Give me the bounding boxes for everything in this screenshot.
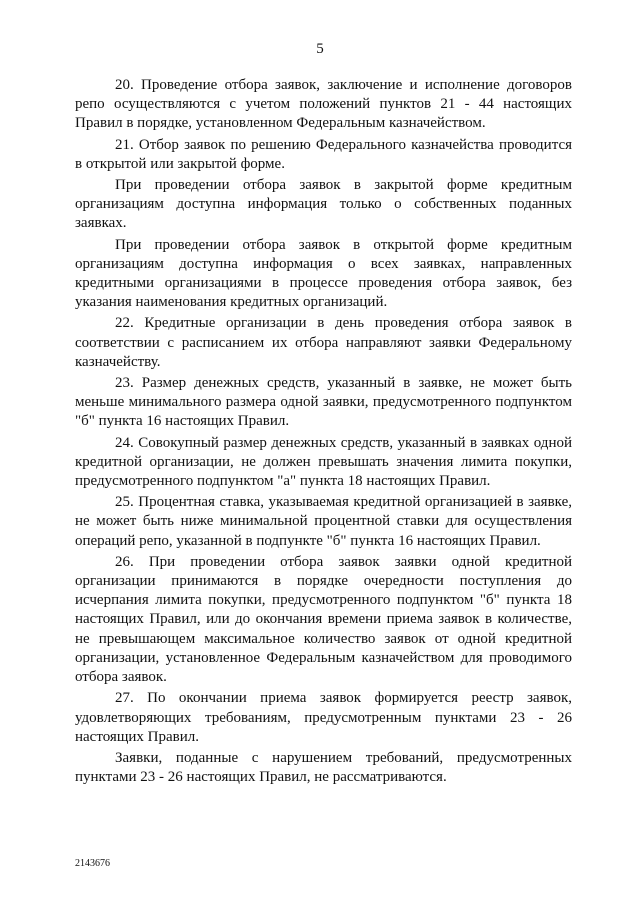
paragraph-27: 27. По окончании приема заявок формируется реестр заявок, удовлетворяющих требованиям, предусмотренным пунктами 23 - 26 настоящих Правил. [75,690,572,745]
paragraph-25: 25. Процентная ставка, указываемая кредитной организацией в заявке, не может быть ниже минимальной процентной ставки для осуществления операций репо, указанной в подпункте "б" пункта 16 настоящих Правил. [75,494,572,549]
paragraph-24: 24. Совокупный размер денежных средств, указанный в заявках одной кредитной организации, не должен превышать значения лимита покупки, предусмотренного подпунктом "а" пункта 18 настоящих Правил. [75,434,572,490]
paragraph-22: 22. Кредитные организации в день проведения отбора заявок в соответствии с расписанием их отбора направляют заявки Федеральному казначейству. [75,315,572,370]
paragraph-rejected-applications: Заявки, поданные с нарушением требований, предусмотренных пунктами 23 - 26 настоящих Правил, не рассматриваются. [75,749,572,786]
page-number: 5 [316,41,324,57]
paragraph-open-form: При проведении отбора заявок в открытой форме кредитным организациям доступна информация о всех заявках, направленных кредитными организациями в процессе проведения отбора заявок, без указания наименования кредитных организаций. [75,236,572,311]
paragraph-21: 21. Отбор заявок по решению Федерального казначейства проводится в открытой или закрытой форме. [75,136,572,172]
paragraph-20: 20. Проведение отбора заявок, заключение и исполнение договоров репо осуществляются с учетом положений пунктов 21 - 44 настоящих Правил в порядке, установленном Федеральным казначейством. [75,77,572,132]
document-body [75,76,572,789]
paragraph-26: 26. При проведении отбора заявок заявки одной кредитной организации принимаются в порядке очередности поступления до исчерпания лимита покупки, предусмотренного подпунктом "б" пункта 18 настоящих Правил, или до окончания времени приема заявок в количестве, не превышающем максимальное количество заявок от одной кредитной организации, установленное Федеральным казначейством для проводимого отбора заявок. [75,553,572,686]
paragraph-closed-form: При проведении отбора заявок в закрытой форме кредитным организациям доступна информация только о собственных поданных заявках. [75,177,572,232]
document-id: 2143676 [75,858,110,869]
paragraph-23: 23. Размер денежных средств, указанный в заявке, не может быть меньше минимального размера одной заявки, предусмотренного подпунктом "б" пункта 16 настоящих Правил. [75,375,572,430]
